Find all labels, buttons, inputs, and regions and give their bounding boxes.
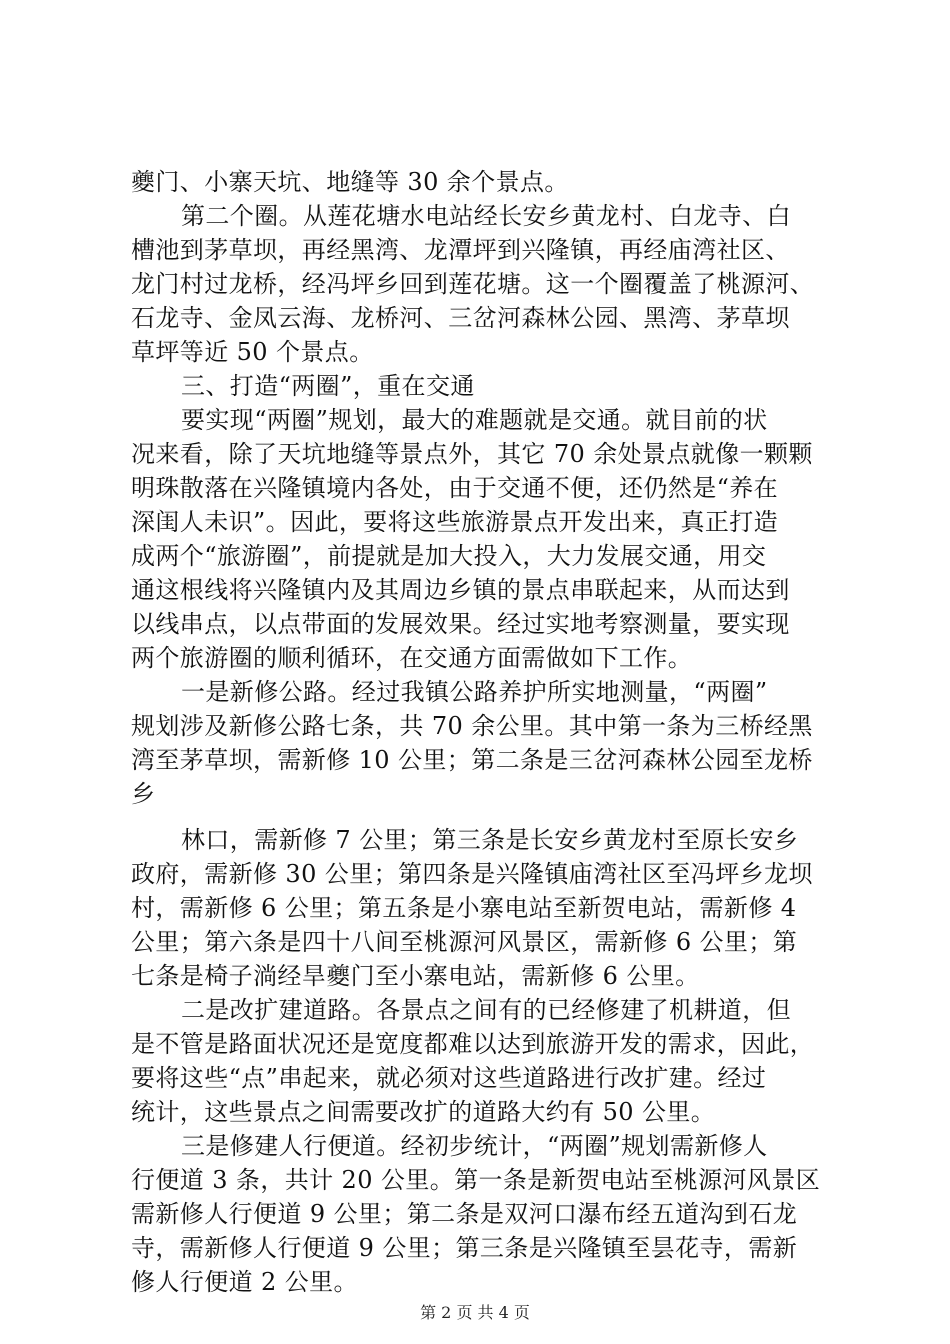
text-line: 要将这些“点”串起来，就必须对这些道路进行改扩建。经过 — [131, 1064, 767, 1092]
text-line: 第二个圈。从莲花塘水电站经长安乡黄龙村、白龙寺、白 — [181, 202, 791, 230]
text-line: 一是新修公路。经过我镇公路养护所实地测量，“两圈” — [181, 678, 768, 706]
page-footer: 第 2 页 共 4 页 — [420, 1303, 530, 1322]
text-line: 统计，这些景点之间需要改扩的道路大约有 50 公里。 — [131, 1098, 716, 1126]
paragraph-gap — [131, 811, 831, 823]
text-line: 成两个“旅游圈”，前提就是加大投入，大力发展交通，用交 — [131, 542, 767, 570]
text-line: 寺，需新修人行便道 9 公里；第三条是兴隆镇至昙花寺，需新 — [131, 1234, 798, 1262]
text-line: 村，需新修 6 公里；第五条是小寨电站至新贺电站，需新修 4 — [131, 894, 797, 922]
text-line: 公里；第六条是四十八间至桃源河风景区，需新修 6 公里；第 — [131, 928, 798, 956]
text-line: 林口，需新修 7 公里；第三条是长安乡黄龙村至原长安乡 — [181, 826, 799, 854]
section-heading: 三、打造“两圈”，重在交通 — [181, 372, 475, 400]
text-line: 湾至茅草坝，需新修 10 公里；第二条是三岔河森林公园至龙桥 — [131, 746, 813, 774]
text-line: 以线串点，以点带面的发展效果。经过实地考察测量，要实现 — [131, 610, 790, 638]
text-line: 三是修建人行便道。经初步统计，“两圈”规划需新修人 — [181, 1132, 768, 1160]
document-body — [131, 165, 831, 1299]
text-line: 槽池到茅草坝，再经黑湾、龙潭坪到兴隆镇，再经庙湾社区、 — [131, 236, 790, 264]
text-line: 二是改扩建道路。各景点之间有的已经修建了机耕道，但 — [181, 996, 791, 1024]
text-line: 是不管是路面状况还是宽度都难以达到旅游开发的需求，因此， — [131, 1030, 815, 1058]
text-line: 夔门、小寨天坑、地缝等 30 余个景点。 — [131, 168, 569, 196]
text-line: 需新修人行便道 9 公里；第二条是双河口瀑布经五道沟到石龙 — [131, 1200, 798, 1228]
text-line: 深闺人未识”。因此，要将这些旅游景点开发出来，真正打造 — [131, 508, 779, 536]
text-line: 两个旅游圈的顺利循环，在交通方面需做如下工作。 — [131, 644, 693, 672]
text-line: 七条是椅子淌经旱夔门至小寨电站，需新修 6 公里。 — [131, 962, 700, 990]
text-line: 明珠散落在兴隆镇境内各处，由于交通不便，还仍然是“养在 — [131, 474, 779, 502]
text-line: 政府，需新修 30 公里；第四条是兴隆镇庙湾社区至冯坪乡龙坝 — [131, 860, 813, 888]
text-line: 要实现“两圈”规划，最大的难题就是交通。就目前的状 — [181, 406, 768, 434]
text-line: 行便道 3 条，共计 20 公里。第一条是新贺电站至桃源河风景区 — [131, 1166, 821, 1194]
text-line: 通这根线将兴隆镇内及其周边乡镇的景点串联起来，从而达到 — [131, 576, 790, 604]
text-line: 乡 — [131, 780, 156, 808]
text-line: 况来看，除了天坑地缝等景点外，其它 70 余处景点就像一颗颗 — [131, 440, 813, 468]
text-line: 龙门村过龙桥，经冯坪乡回到莲花塘。这一个圈覆盖了桃源河、 — [131, 270, 815, 298]
text-line: 修人行便道 2 公里。 — [131, 1268, 358, 1296]
text-line: 石龙寺、金凤云海、龙桥河、三岔河森林公园、黑湾、茅草坝 — [131, 304, 790, 332]
text-line: 草坪等近 50 个景点。 — [131, 338, 374, 366]
text-line: 规划涉及新修公路七条，共 70 余公里。其中第一条为三桥经黑 — [131, 712, 813, 740]
